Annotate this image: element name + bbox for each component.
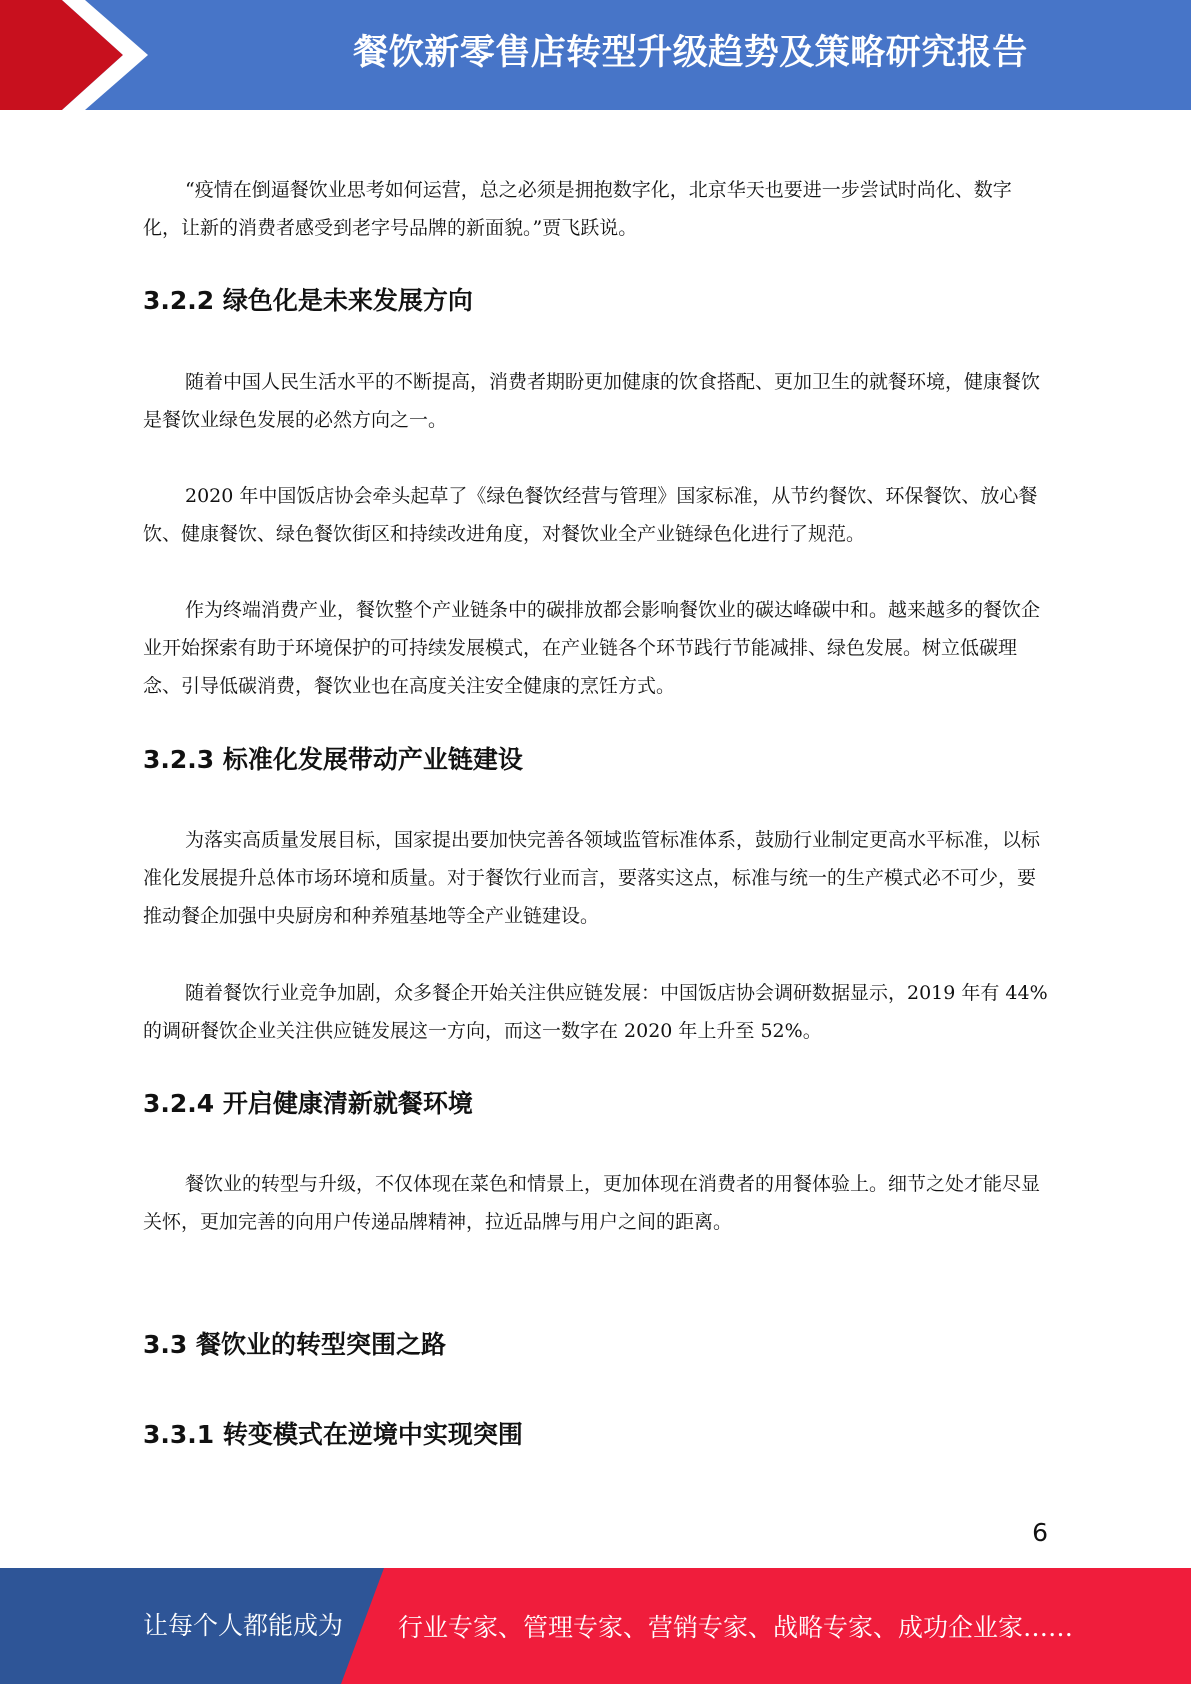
paragraph-healthy-dining: 随着中国人民生活水平的不断提高，消费者期盼更加健康的饮食搭配、更加卫生的就餐环境，健康餐饮是餐饮业绿色发展的必然方向之一。	[143, 371, 1041, 431]
paragraph-green-standard: 2020 年中国饭店协会牵头起草了《绿色餐饮经营与管理》国家标准，从节约餐饮、环保餐饮、放心餐饮、健康餐饮、绿色餐饮街区和持续改进角度，对餐饮业全产业链绿色化进行了规范。	[143, 485, 1038, 545]
paragraph-standardization: 为落实高质量发展目标，国家提出要加快完善各领域监管标准体系，鼓励行业制定更高水平标准，以标准化发展提升总体市场环境和质量。对于餐饮行业而言，要落实这点，标准与统一的生产模式必不可少，要推动餐企加强中央厨房和种养殖基地等全产业链建设。	[143, 829, 1041, 927]
page-footer	[0, 1568, 1191, 1684]
page-number: 6	[1032, 1518, 1048, 1547]
paragraph-carbon: 作为终端消费产业，餐饮整个产业链条中的碳排放都会影响餐饮业的碳达峰碳中和。越来越多的餐饮企业开始探索有助于环境保护的可持续发展模式，在产业链各个环节践行节能减排、绿色发展。树立低碳理念、引导低碳消费，餐饮业也在高度关注安全健康的烹饪方式。	[143, 599, 1041, 697]
paragraph-quote: “疫情在倒逼餐饮业思考如何运营，总之必须是拥抱数字化，北京华天也要进一步尝试时尚化、数字化，让新的消费者感受到老字号品牌的新面貌。”贾飞跃说。	[143, 179, 1012, 239]
heading-3-3-1: 3.3.1 转变模式在逆境中实现突围	[143, 1420, 523, 1449]
report-title: 餐饮新零售店转型升级趋势及策略研究报告	[353, 33, 1028, 73]
header-red-arrow	[0, 0, 123, 110]
heading-3-3: 3.3 餐饮业的转型突围之路	[143, 1330, 446, 1359]
footer-slogan-left: 让每个人都能成为	[143, 1611, 344, 1640]
paragraph-supply-chain: 随着餐饮行业竞争加剧，众多餐企开始关注供应链发展：中国饭店协会调研数据显示，2019 年有 44%的调研餐饮企业关注供应链发展这一方向，而这一数字在 2020 年上升至 52%。	[143, 982, 1048, 1042]
heading-3-2-2: 3.2.2 绿色化是未来发展方向	[143, 286, 473, 315]
heading-3-2-4: 3.2.4 开启健康清新就餐环境	[143, 1089, 473, 1118]
heading-3-2-3: 3.2.3 标准化发展带动产业链建设	[143, 745, 523, 774]
paragraph-dining-experience: 餐饮业的转型与升级，不仅体现在菜色和情景上，更加体现在消费者的用餐体验上。细节之处才能尽显关怀，更加完善的向用户传递品牌精神，拉近品牌与用户之间的距离。	[143, 1173, 1041, 1233]
footer-slogan-right: 行业专家、管理专家、营销专家、战略专家、成功企业家……	[398, 1613, 1074, 1642]
page-header	[0, 0, 1191, 110]
